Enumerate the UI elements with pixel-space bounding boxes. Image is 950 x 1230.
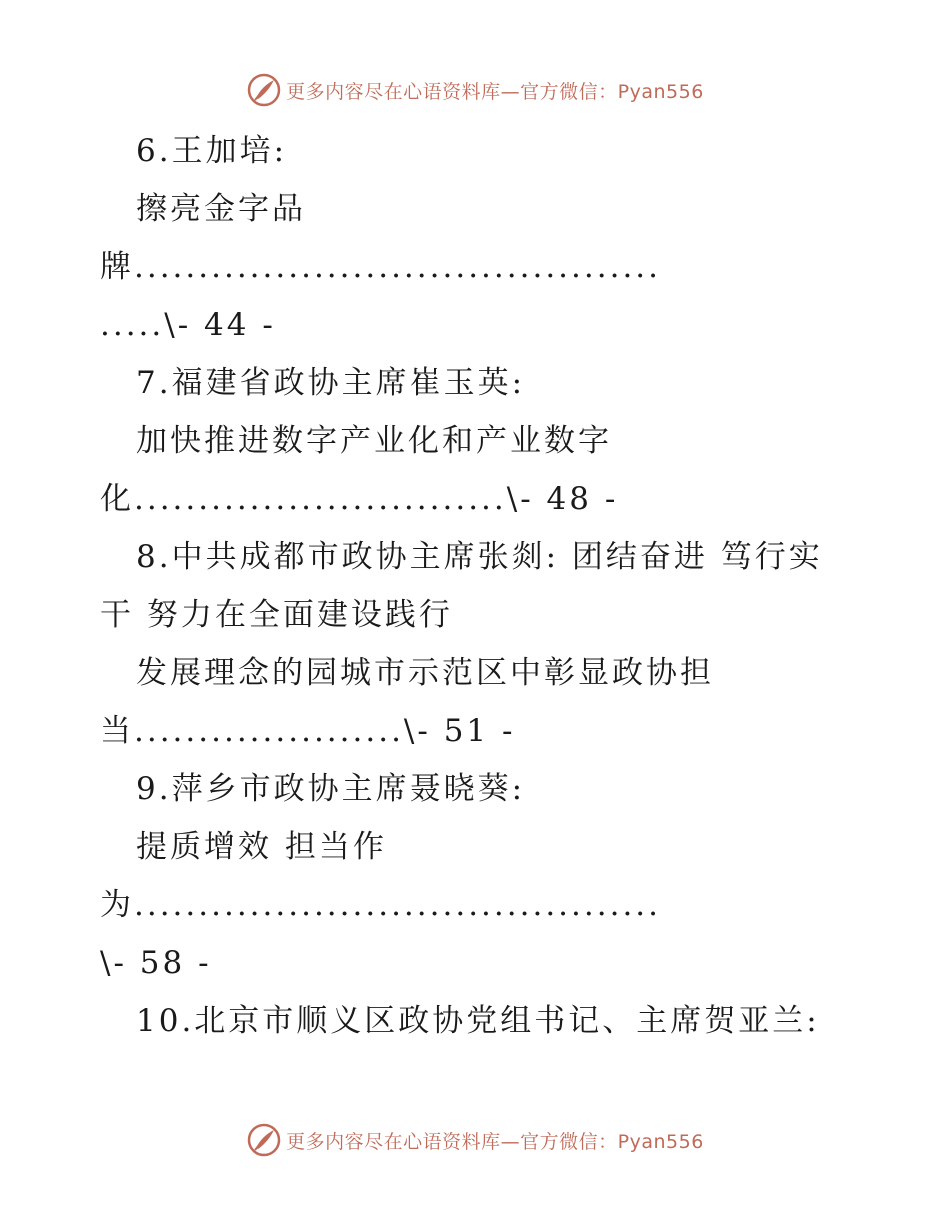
toc-line: \- 58 - bbox=[100, 945, 212, 981]
toc-line: 干 努力在全面建设践行 bbox=[100, 597, 453, 633]
quill-logo-icon bbox=[246, 1122, 282, 1158]
toc-line: 8.中共成都市政协主席张剡: 团结奋进 笃行实 bbox=[136, 539, 823, 575]
toc-line: 9.萍乡市政协主席聂晓葵: bbox=[136, 771, 526, 807]
table-of-contents bbox=[100, 122, 845, 1050]
quill-logo-icon bbox=[246, 72, 282, 108]
toc-line: 为......................................... bbox=[100, 887, 662, 923]
toc-line: 加快推进数字产业化和产业数字 bbox=[136, 423, 612, 459]
watermark-text: 更多内容尽在心语资料库—官方微信：Pyan556 bbox=[286, 1130, 704, 1153]
toc-line: 牌......................................... bbox=[100, 249, 662, 285]
toc-line: 6.王加培: bbox=[136, 133, 288, 169]
toc-line: 7.福建省政协主席崔玉英: bbox=[136, 365, 526, 401]
toc-line: .....\- 44 - bbox=[100, 307, 276, 343]
toc-line: 10.北京市顺义区政协党组书记、主席贺亚兰: bbox=[136, 1003, 820, 1039]
header-watermark bbox=[0, 70, 950, 110]
toc-line: 当.....................\- 51 - bbox=[100, 713, 516, 749]
toc-line: 提质增效 担当作 bbox=[136, 829, 387, 865]
toc-line: 化.............................\- 48 - bbox=[100, 481, 619, 517]
footer-watermark bbox=[0, 1120, 950, 1160]
watermark-text: 更多内容尽在心语资料库—官方微信：Pyan556 bbox=[286, 80, 704, 103]
toc-line: 擦亮金字品 bbox=[136, 191, 306, 227]
toc-line: 发展理念的园城市示范区中彰显政协担 bbox=[136, 655, 714, 691]
